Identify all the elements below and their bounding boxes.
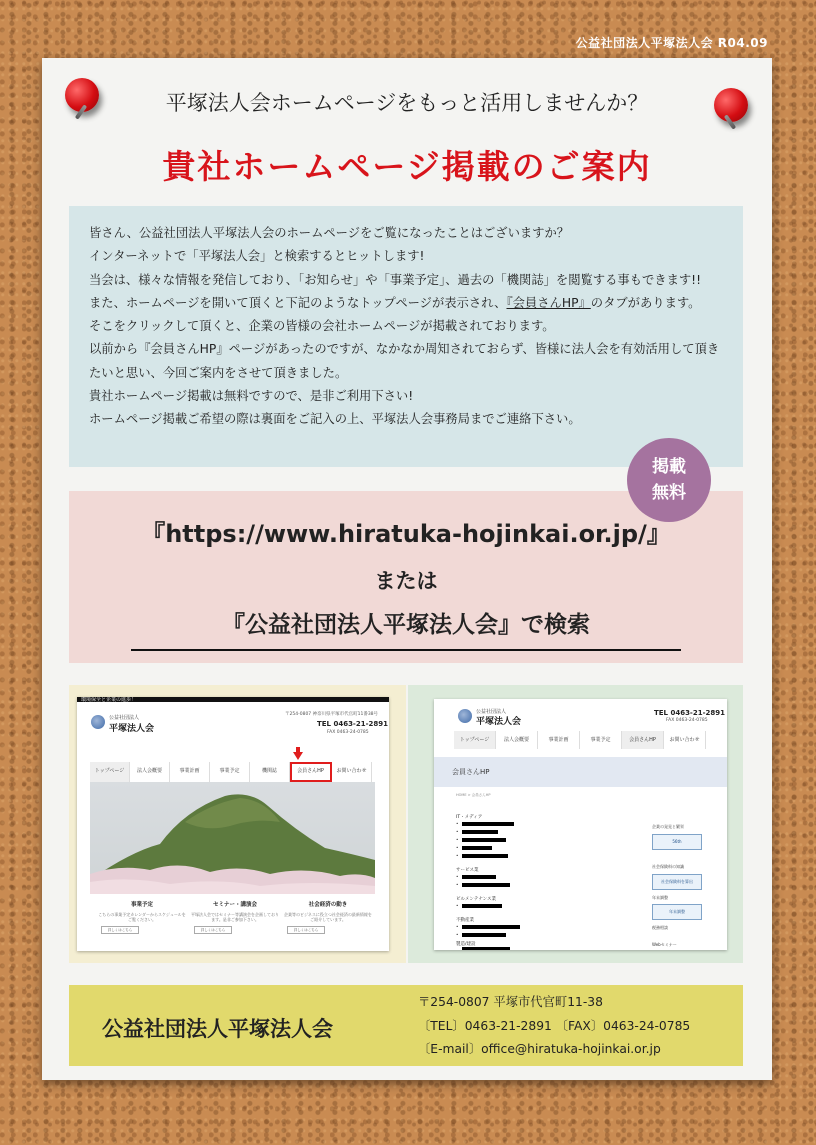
bullet: • [456, 821, 459, 826]
intro-line: ホームページ掲載ご希望の際は裏面をご記入の上、平塚法人会事務局までご連絡下さい。 [89, 412, 581, 427]
mock-column-button[interactable]: 詳しくはこちら [101, 926, 139, 934]
logo-icon [458, 709, 472, 723]
redacted-link [462, 883, 510, 887]
redacted-link [462, 904, 502, 908]
mock-nav-member-hp[interactable]: 会員さんHP [622, 731, 664, 749]
mock-org-name: 平塚法人会 [476, 717, 522, 727]
redacted-link [462, 933, 506, 937]
contact-footer [69, 985, 743, 1066]
logo-icon [91, 715, 105, 729]
member-hp-screenshot [434, 699, 727, 950]
redacted-link [462, 875, 496, 879]
mock-nav-item[interactable]: お問い合わせ [664, 731, 706, 749]
redacted-link [462, 846, 492, 850]
bullet: • [456, 853, 459, 858]
underline-divider [131, 649, 681, 651]
intro-text: また、ホームページを開いて頂くと下記のようなトップページが表示され、 [89, 295, 507, 310]
side-banner[interactable]: 社会保険料を算出 [652, 874, 702, 890]
intro-line [89, 292, 725, 315]
mock-topbar [77, 697, 389, 702]
redacted-link [462, 822, 514, 826]
redacted-link [462, 838, 506, 842]
redacted-link [462, 854, 508, 858]
intro-line: そこをクリックして頂くと、企業の皆様の会社ホームページが掲載されております。 [89, 319, 555, 334]
mock-nav-item[interactable]: トップページ [454, 731, 496, 749]
mock-nav-item[interactable]: 法人会概要 [130, 762, 170, 782]
mock-nav-item[interactable]: トップページ [90, 762, 130, 782]
mock-column-title: セミナー・講演会 [212, 902, 257, 908]
redacted-link [462, 947, 510, 950]
mock-org-small: 公益社団法人 [109, 715, 140, 721]
side-banner[interactable]: 年末調整 [652, 904, 702, 920]
search-instruction: 『公益社団法人平塚法人会』で検索 [222, 612, 590, 638]
mock-column-seminar [190, 900, 280, 934]
homepage-screenshot [77, 697, 389, 951]
bullet: • [456, 924, 459, 929]
side-banner[interactable]: 56th [652, 834, 702, 850]
poster-sheet [42, 58, 772, 1080]
mock-nav [454, 731, 706, 749]
mock-nav-item[interactable]: お問い合わせ [332, 762, 372, 782]
bullet: • [456, 932, 459, 937]
intro-line: 当会は、様々な情報を発信しており、「お知らせ」や「事業予定」、過去の「機関誌」を閲覧する事もできます!! [89, 272, 702, 287]
intro-box [69, 206, 743, 467]
side-heading: Webセミナー [652, 942, 677, 947]
poster-subtitle: 平塚法人会ホームページをもっと活用しませんか？ [165, 91, 649, 115]
intro-line: 皆さん、公益社団法人平塚法人会のホームページをご覧になったことはございますか？ [89, 226, 570, 240]
member-hp-banner [434, 757, 727, 787]
intro-line: 貴社ホームページ掲載は無料ですので、是非ご利用下さい! [89, 389, 414, 404]
footer-email[interactable]: 〔E-mail〕office@hiratuka-hojinkai.or.jp [418, 1042, 661, 1056]
badge-line: 掲載 [652, 457, 686, 477]
bullet: • [456, 874, 459, 879]
mock-column-button[interactable]: 詳しくはこちら [194, 926, 232, 934]
redacted-link [462, 830, 498, 834]
footer-contact-info [418, 991, 690, 1062]
mountain-image [90, 782, 375, 894]
mock-address: 〒254-0807 神奈川県平塚市代官町11番38号 [285, 712, 379, 717]
mock-org-name: 平塚法人会 [109, 724, 155, 734]
category-label: IT・メディア [456, 815, 483, 820]
mock-fax: FAX 0463-24-0785 [327, 730, 369, 735]
intro-line: 以前から『会員さんHP』ページがあったのですが、なかなか周知されておらず、皆様に法人会を有効活用して頂きたいと思い、今回ご案内をさせて頂きました。 [89, 342, 720, 380]
side-heading: 社会保険料の知識 [652, 864, 684, 869]
mock-column-button[interactable]: 詳しくはこちら [287, 926, 325, 934]
mock-column-schedule [97, 900, 187, 934]
footer-phone: 〔TEL〕0463-21-2891 〔FAX〕0463-24-0785 [418, 1018, 691, 1033]
mock-fax: FAX 0463-24-0785 [666, 718, 708, 723]
mock-nav-item[interactable]: 機関誌 [250, 762, 290, 782]
bullet: • [456, 829, 459, 834]
mock-column-title: 事業予定 [130, 902, 153, 908]
intro-line: インターネットで「平塚法人会」と検索するとヒットします! [89, 249, 425, 264]
mountain-photo [90, 782, 375, 894]
bullet: • [456, 882, 459, 887]
footer-address: 〒254-0807 平塚市代官町11-38 [418, 995, 603, 1009]
breadcrumb: HOME > 会員さんHP [456, 793, 491, 797]
footer-org-name: 公益社団法人平塚法人会 [102, 1017, 333, 1041]
mock-org-small: 公益社団法人 [476, 709, 507, 715]
down-arrow-icon [293, 752, 303, 760]
intro-text: のタブがあります。 [590, 295, 701, 310]
side-heading: 税務相談 [652, 925, 668, 930]
category-label: ビルメンテナンス業 [456, 897, 497, 902]
mock-column-text: 平塚法人会ではセミナー等講演会を企画しております。是非ご参加下さい。 [191, 912, 279, 922]
mock-column-text: 企業等のビジネスに役立つ社会経済の最新情報をご紹介しています。 [284, 912, 372, 922]
mock-nav-item[interactable]: 法人会概要 [496, 731, 538, 749]
bullet: • [456, 837, 459, 842]
mock-nav-item[interactable]: 事業予定 [580, 731, 622, 749]
category-label: 製造/建設 [456, 942, 476, 947]
mock-nav-item[interactable]: 事業計画 [538, 731, 580, 749]
bullet: • [456, 845, 459, 850]
member-hp-link[interactable]: 『会員さんHP』 [506, 295, 591, 310]
category-label: 不動産業 [456, 918, 474, 923]
mock-column-text: こちらの事業予定カレンダーからスケジュールをご覧ください。 [98, 912, 186, 922]
website-url[interactable]: 『https://www.hiratuka-hojinkai.or.jp/』 [141, 520, 671, 548]
mock-tel: TEL 0463-21-2891 [654, 709, 725, 717]
side-heading: 年末調整 [652, 895, 668, 900]
url-box [69, 491, 743, 663]
free-badge [627, 438, 711, 522]
mock-nav-member-hp[interactable]: 会員さんHP [290, 762, 332, 782]
document-code: 公益社団法人平塚法人会 R04.09 [575, 36, 768, 50]
mock-nav-item[interactable]: 事業計画 [170, 762, 210, 782]
category-label: サービス業 [456, 868, 479, 873]
mock-nav-item[interactable]: 事業予定 [210, 762, 250, 782]
mock-column-title: 社会経済の動き [308, 902, 348, 908]
mock-topbar-text: 環境保全と企業の進歩！ [81, 697, 137, 703]
poster-title: 貴社ホームページ掲載のご案内 [162, 147, 652, 186]
bullet: • [456, 903, 459, 908]
badge-line: 無料 [652, 483, 686, 503]
mock-nav [90, 762, 372, 782]
redacted-link [462, 925, 520, 929]
side-heading: 企業の発見と繁栄 [652, 824, 684, 829]
banner-title: 会員さんHP [452, 768, 490, 776]
mock-tel: TEL 0463-21-2891 [317, 720, 388, 728]
mock-column-economy [283, 900, 373, 934]
or-text: または [374, 569, 438, 593]
